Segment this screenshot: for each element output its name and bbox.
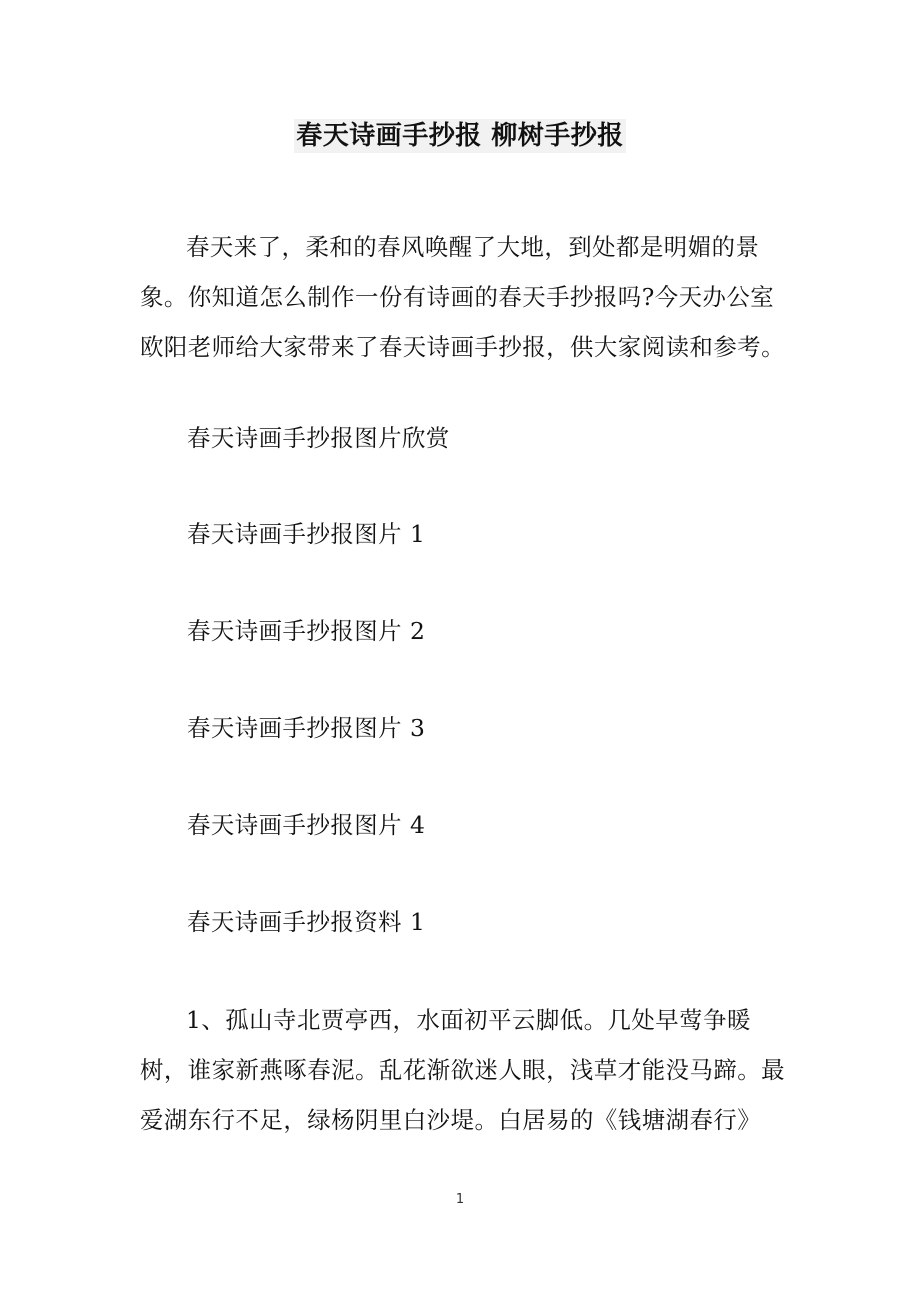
intro-paragraph: 春天来了，柔和的春风唤醒了大地，到处都是明媚的景象。你知道怎么制作一份有诗画的春天手抄报吗?今天办公室欧阳老师给大家带来了春天诗画手抄报，供大家阅读和参考。 (140, 233, 786, 361)
document-title (0, 114, 920, 158)
picture-item-4: 春天诗画手抄报图片 4 (187, 811, 426, 839)
document-title-text: 春天诗画手抄报 柳树手抄报 (296, 121, 624, 151)
picture-item-3: 春天诗画手抄报图片 3 (187, 714, 426, 742)
section-heading: 春天诗画手抄报图片欣赏 (187, 424, 450, 452)
page-number: 1 (455, 1192, 465, 1207)
poem-paragraph: 1、孤山寺北贾亭西，水面初平云脚低。几处早莺争暖树，谁家新燕啄春泥。乱花渐欲迷人眼，浅草才能没马蹄。最爱湖东行不足，绿杨阴里白沙堤。白居易的《钱塘湖春行》 (140, 1006, 786, 1134)
material-heading: 春天诗画手抄报资料 1 (187, 908, 426, 936)
picture-item-2: 春天诗画手抄报图片 2 (187, 617, 426, 645)
picture-item-1: 春天诗画手抄报图片 1 (187, 520, 426, 548)
